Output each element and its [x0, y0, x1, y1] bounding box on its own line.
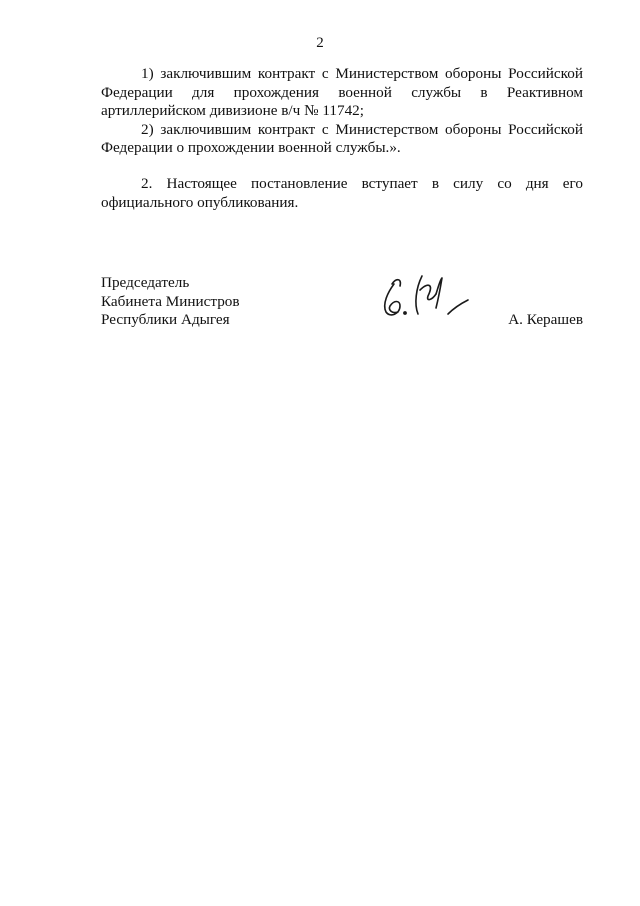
paragraph-item-1: 1) заключившим контракт с Министерством обороны Российской Федерации для прохождения военной службы в Реактивном артиллерийском дивизионе в/ч № 11742; — [101, 65, 583, 120]
paragraph-effective-date: 2. Настоящее постановление вступает в силу со дня его официального опубликования. — [101, 174, 583, 211]
signature-icon — [376, 270, 476, 330]
signer-title — [101, 274, 240, 330]
document-body — [101, 65, 583, 212]
page-number: 2 — [316, 35, 324, 51]
signer-title-line: Председатель — [101, 274, 190, 291]
signer-name: А. Керашев — [508, 311, 583, 328]
signer-title-line: Республики Адыгея — [101, 311, 230, 329]
paragraph-item-2: 2) заключившим контракт с Министерством обороны Российской Федерации о прохождении военной службы.». — [101, 120, 583, 157]
signer-title-line: Кабинета Министров — [101, 292, 240, 310]
